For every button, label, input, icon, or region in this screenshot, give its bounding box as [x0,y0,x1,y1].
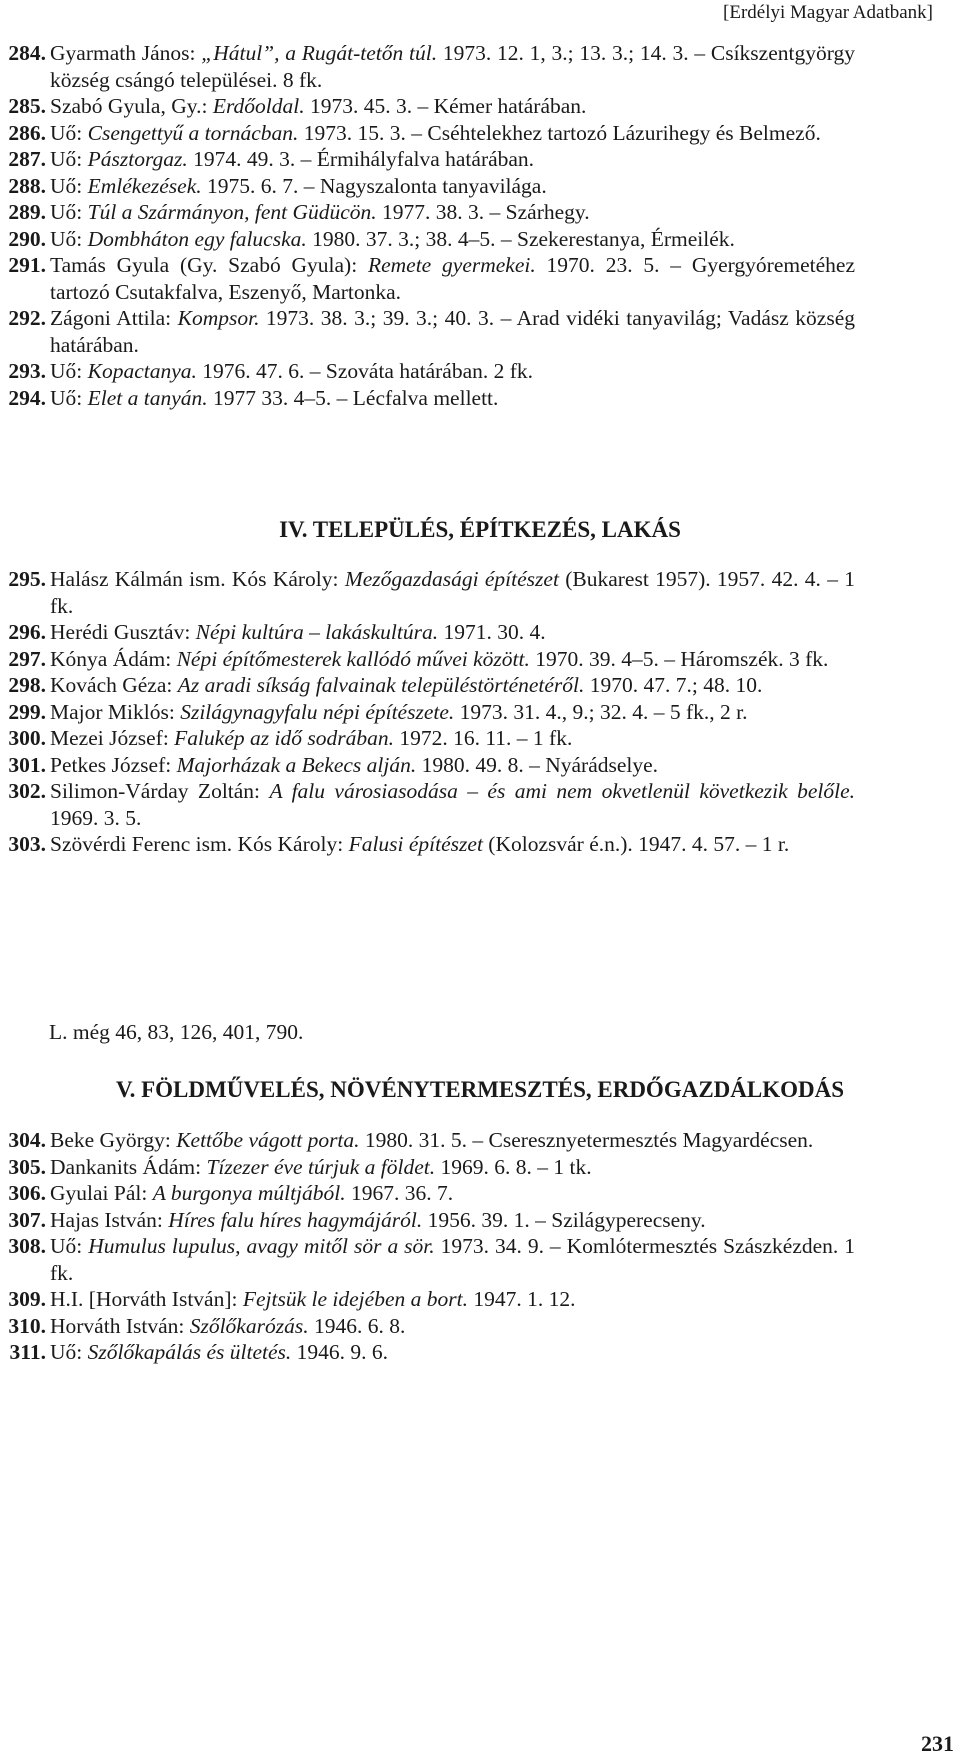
entry-number: 288. [8,173,46,198]
bibliography-entry [0,1180,960,1207]
entry-text [50,40,855,93]
entry-detail: 1947. 1. 12. [467,1287,576,1311]
entry-title: Túl a Szármányon, fent Güdücön. [87,200,377,224]
section-heading-v: V. FÖLDMŰVELÉS, NÖVÉNYTERMESZTÉS, ERDŐGAZDÁLKODÁS [115,1077,845,1102]
entry-title: A falu városiasodása – és ami nem okvetlenül következik belőle. [269,779,855,803]
entry-detail: Silimon-Várday Zoltán: [50,779,270,803]
entry-number: 300. [8,726,46,750]
entry-detail: 1974. 49. 3. – Érmihályfalva határában. [187,147,535,171]
entry-detail: 1972. 16. 11. – 1 fk. [393,726,573,750]
bibliography-entry [0,1207,960,1234]
entry-list-section-iii-end [0,40,960,411]
entry-text [50,120,855,147]
entry-number: 295. [8,567,46,591]
entry-text [50,1313,855,1340]
entry-text [50,1233,855,1286]
entry-detail: 1973. 15. 3. – Cséhtelekhez tartozó Lázurihegy és Belmező. [298,120,821,145]
entry-number: 311. [9,1340,46,1364]
bibliography-entry [0,226,960,253]
entry-number: 301. [8,752,46,777]
entry-text [50,725,855,752]
entry-detail: 1969. 6. 8. – 1 tk. [435,1154,592,1179]
entry-detail: 1967. 36. 7. [345,1181,454,1205]
entry-title: Falusi építészet [348,832,483,856]
entry-title: Tízezer éve túrjuk a földet. [206,1154,436,1179]
entry-title: Népi építőmesterek kallódó művei között. [176,646,530,671]
bibliography-entry [0,566,960,619]
entry-number: 289. [8,200,46,224]
bibliography-entry [0,1233,960,1286]
entry-title: Kompsor. [177,306,260,330]
entry-text [50,1286,855,1313]
entry-detail: Beke György: [50,1128,177,1152]
entry-text [50,146,855,173]
bibliography-entry [0,252,960,305]
entry-number: 310. [8,1313,46,1338]
entry-detail: (Bukarest 1957). 1957. 42. 4. – 1 fk. [50,567,856,618]
bibliography-entry [0,619,960,646]
entry-number: 297. [8,646,46,671]
entry-detail: 1973. 45. 3. – Kémer határában. [304,94,587,118]
entry-detail: Horváth István: [50,1313,190,1338]
entry-title: Népi kultúra – lakáskultúra. [195,620,439,644]
entry-detail: Petkes József: [50,752,177,777]
entry-title: Majorházak a Bekecs alján. [176,752,417,777]
bibliography-entry [0,778,960,831]
entry-text [50,778,855,831]
entry-text [50,93,855,120]
entry-text [50,1154,855,1181]
entry-detail: 1946. 9. 6. [291,1340,389,1364]
entry-text [50,831,855,858]
entry-title: Remete gyermekei. [367,253,536,277]
bibliography-entry [0,199,960,226]
bibliography-entry [0,1339,960,1366]
entry-detail: Major Miklós: [50,699,181,724]
entry-text [50,752,855,779]
entry-title: Emlékezések. [87,173,202,198]
entry-text [50,1180,855,1207]
entry-detail: 1946. 6. 8. [308,1313,406,1338]
entry-text [50,305,855,358]
entry-number: 306. [8,1181,46,1205]
entry-title: Szilágynagyfalu népi építészete. [180,699,455,724]
entry-title: Erdőoldal. [212,94,305,118]
entry-text [50,173,855,200]
entry-detail: Herédi Gusztáv: [50,620,196,644]
entry-title: Falukép az idő sodrában. [174,726,394,750]
entry-title: Humulus lupulus, avagy mitől sör a sör. [88,1234,435,1258]
entry-number: 287. [8,147,46,171]
entry-detail: (Kolozsvár é.n.). 1947. 4. 57. – 1 r. [482,832,790,856]
bibliography-entry [0,93,960,120]
page-header: [Erdélyi Magyar Adatbank] [723,2,933,23]
bibliography-entry [0,120,960,147]
entry-detail: 1970. 39. 4–5. – Háromszék. 3 fk. [529,646,829,671]
entry-detail: Tamás Gyula (Gy. Szabó Gyula): [50,253,368,277]
bibliography-entry [0,1313,960,1340]
entry-title: Dombháton egy falucska. [87,226,307,251]
entry-list-section-iv [0,566,960,858]
bibliography-entry [0,672,960,699]
entry-detail: Gyarmath János: [50,41,202,65]
entry-title: Kopactanya. [87,359,197,383]
bibliography-entry [0,752,960,779]
bibliography-entry [0,358,960,385]
entry-number: 285. [8,94,46,118]
entry-detail: 1980. 31. 5. – Cseresznyetermesztés Magyardécsen. [359,1128,814,1152]
entry-text [50,672,855,699]
entry-title: Kettőbe vágott porta. [176,1128,360,1152]
entry-detail: Uő: [50,226,88,251]
entry-detail: Zágoni Attila: [50,306,178,330]
entry-detail: 1956. 39. 1. – Szilágyperecseny. [422,1207,706,1232]
bibliography-entry [0,646,960,673]
entry-number: 292. [8,306,46,330]
see-also-note: L. még 46, 83, 126, 401, 790. [49,1020,304,1044]
bibliography-entry [0,146,960,173]
entry-number: 284. [8,41,46,65]
entry-number: 296. [8,620,46,644]
entry-number: 298. [8,673,46,697]
entry-detail: 1976. 47. 6. – Szováta határában. 2 fk. [196,359,534,383]
bibliography-entry [0,305,960,358]
bibliography-entry [0,699,960,726]
entry-number: 291. [8,253,46,277]
entry-number: 309. [8,1287,46,1311]
entry-text [50,385,855,412]
entry-detail: Uő: [50,1340,88,1364]
entry-detail: Kovách Géza: [50,673,178,697]
entry-detail: Uő: [50,120,88,145]
entry-text [50,619,855,646]
bibliography-entry [0,831,960,858]
entry-detail: 1980. 49. 8. – Nyárádselye. [416,752,659,777]
entry-number: 299. [8,699,46,724]
entry-detail: 1973. 38. 3.; 39. 3.; 40. 3. – Arad vidéki tanyavilág; Vadász község határában. [50,306,855,357]
bibliography-entry [0,40,960,93]
entry-title: Az aradi síkság falvainak településtörténetéről. [177,673,585,697]
entry-detail: Uő: [50,147,88,171]
entry-detail: Uő: [50,173,88,198]
bibliography-entry [0,1286,960,1313]
entry-detail: 1973. 12. 1, 3.; 13. 3.; 14. 3. – Csíkszentgyörgy község csángó települései. 8 fk. [50,41,856,92]
entry-detail: 1969. 3. 5. [50,805,142,830]
entry-text [50,199,855,226]
entry-title: „Hátul”, a Rugát-tetőn túl. [201,41,438,65]
entry-detail: Uő: [50,1234,89,1258]
entry-text [50,1207,855,1234]
entry-title: A burgonya múltjából. [152,1181,346,1205]
entry-title: Szőlőkarózás. [189,1313,309,1338]
entry-text [50,252,855,305]
entry-number: 293. [8,359,46,383]
entry-title: Fejtsük le idejében a bort. [242,1287,468,1311]
entry-number: 305. [8,1154,46,1179]
entry-text [50,566,855,619]
entry-title: Szőlőkapálás és ültetés. [87,1340,292,1364]
entry-number: 302. [8,779,46,803]
entry-text [50,646,855,673]
page-number: 231 [921,1731,954,1756]
entry-detail: 1977. 38. 3. – Szárhegy. [376,200,590,224]
entry-number: 308. [8,1234,46,1258]
entry-detail: Dankanits Ádám: [50,1154,207,1179]
entry-detail: Gyulai Pál: [50,1181,153,1205]
entry-detail: Hajas István: [50,1207,169,1232]
entry-text [50,1339,855,1366]
entry-number: 304. [8,1128,46,1152]
entry-detail: 1971. 30. 4. [438,620,546,644]
entry-text [50,226,855,253]
entry-number: 286. [8,120,46,145]
bibliography-entry [0,173,960,200]
entry-detail: 1970. 23. 5. – Gyergyóremetéhez tartozó Csutakfalva, Eszenyő, Martonka. [50,253,855,304]
entry-detail: Szövérdi Ferenc ism. Kós Károly: [50,832,349,856]
bibliography-entry [0,1154,960,1181]
entry-title: Csengettyű a tornácban. [87,120,299,145]
entry-detail: 1977 33. 4–5. – Lécfalva mellett. [207,385,499,410]
entry-detail: 1973. 34. 9. – Komlótermesztés Szászkézden. 1 fk. [50,1234,856,1285]
entry-detail: 1975. 6. 7. – Nagyszalonta tanyavilága. [201,173,547,198]
entry-detail: 1973. 31. 4., 9.; 32. 4. – 5 fk., 2 r. [454,699,748,724]
entry-text [50,699,855,726]
entry-list-section-v [0,1127,960,1366]
bibliography-entry [0,385,960,412]
entry-number: 294. [8,385,46,410]
entry-text [50,358,855,385]
entry-detail: Uő: [50,359,88,383]
entry-detail: H.I. [Horváth István]: [50,1287,243,1311]
entry-detail: 1970. 47. 7.; 48. 10. [584,673,763,697]
entry-title: Pásztorgaz. [87,147,188,171]
entry-title: Híres falu híres hagymájáról. [168,1207,423,1232]
section-heading-iv: IV. TELEPÜLÉS, ÉPÍTKEZÉS, LAKÁS [279,517,681,542]
entry-detail: 1980. 37. 3.; 38. 4–5. – Szekerestanya, Érmeilék. [306,226,735,251]
entry-number: 290. [8,226,46,251]
entry-detail: Kónya Ádám: [50,646,177,671]
entry-text [50,1127,855,1154]
entry-number: 303. [8,832,46,856]
entry-detail: Uő: [50,385,88,410]
entry-detail: Szabó Gyula, Gy.: [50,94,213,118]
entry-title: Mezőgazdasági építészet [344,567,559,591]
bibliography-entry [0,1127,960,1154]
bibliography-entry [0,725,960,752]
entry-detail: Mezei József: [50,726,175,750]
entry-title: Elet a tanyán. [87,385,208,410]
entry-detail: Uő: [50,200,88,224]
entry-number: 307. [8,1207,46,1232]
entry-detail: Halász Kálmán ism. Kós Károly: [50,567,345,591]
